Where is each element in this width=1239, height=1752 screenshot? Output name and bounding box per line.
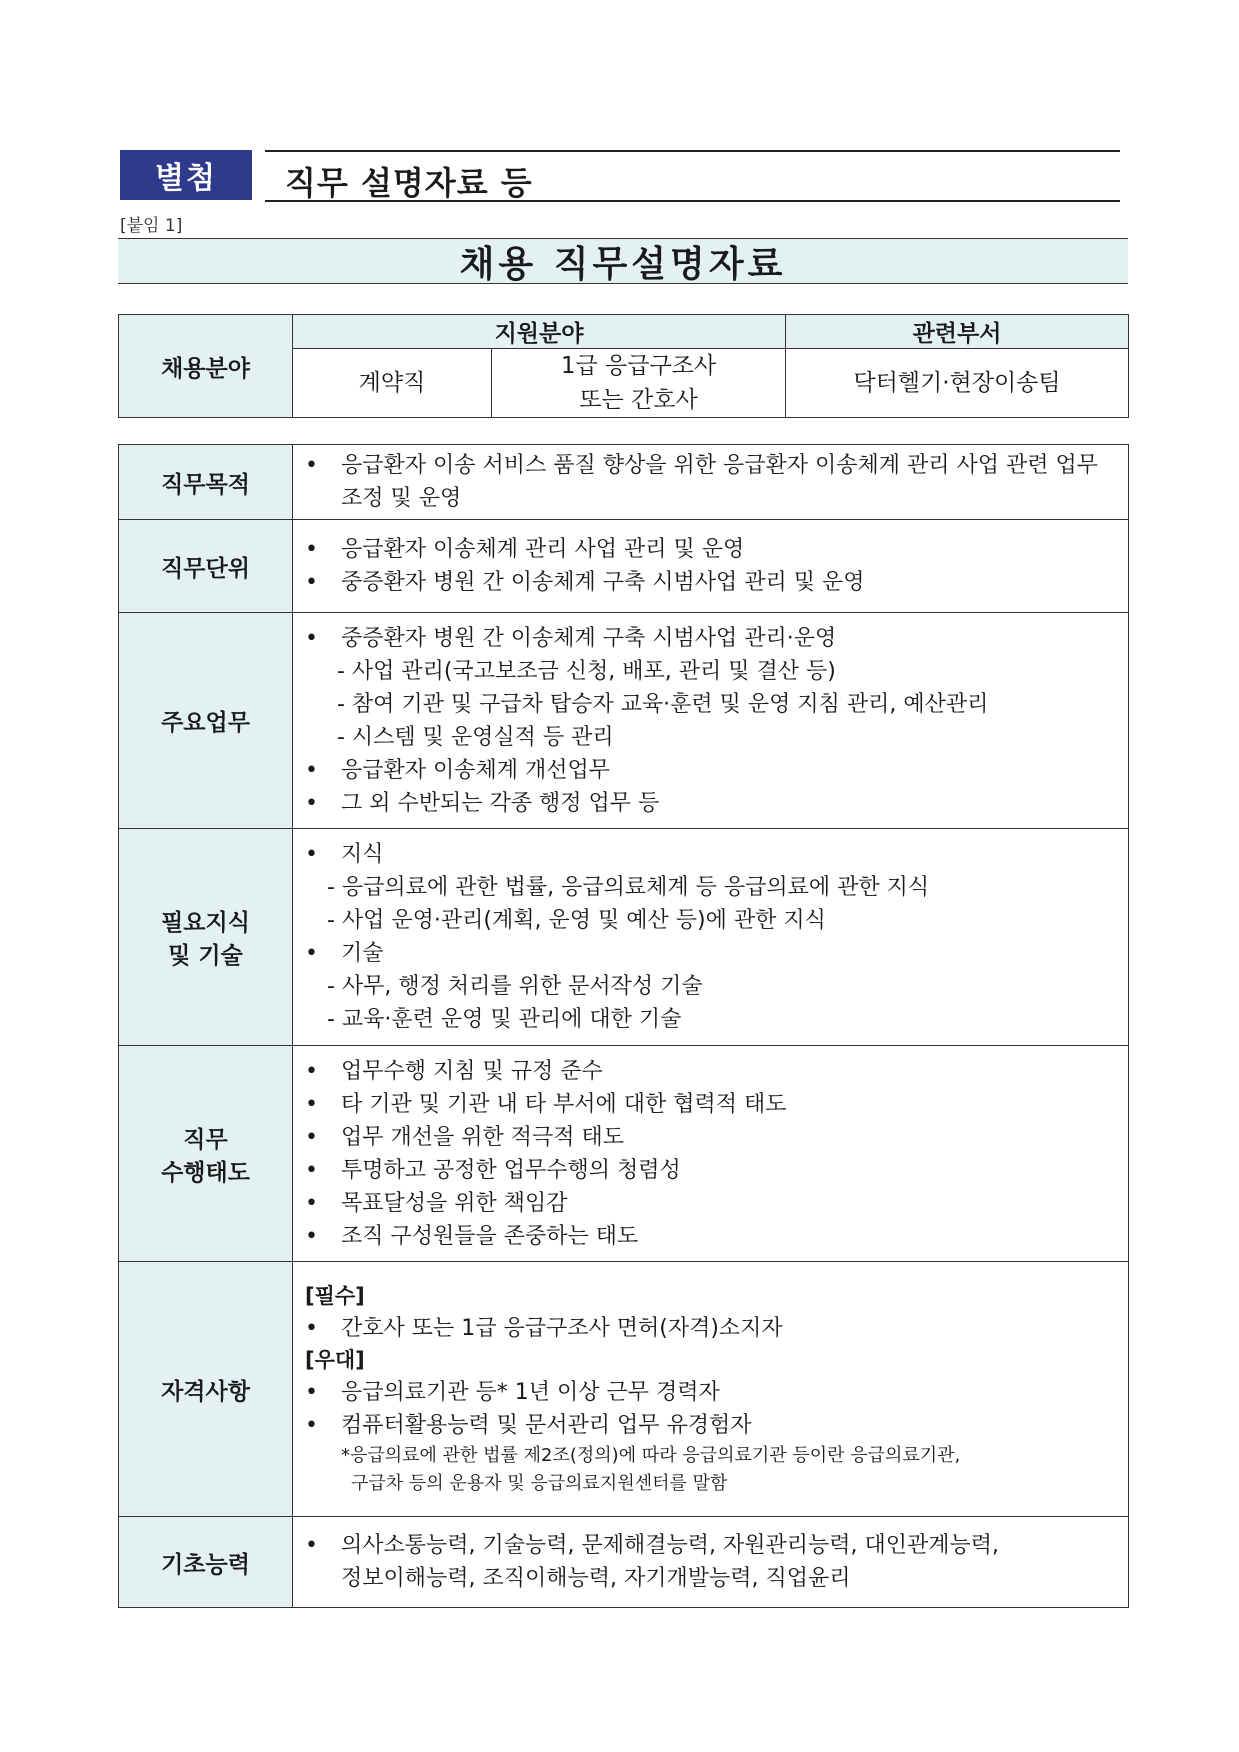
preferred-tag: [우대] (305, 1347, 365, 1372)
basic-ability-line2: 정보이해능력, 조직이해능력, 자기개발능력, 직업윤리 (341, 1566, 851, 1591)
attitude-label (119, 1046, 293, 1262)
unit-label: 직무단위 (119, 520, 293, 613)
duties-item: • 그 외 수반되는 각종 행정 업무 등 (305, 787, 1118, 820)
support-field-value (492, 349, 786, 418)
required-tag: [필수] (305, 1283, 365, 1308)
knowledge-subitem: - 교육·훈련 운영 및 관리에 대한 기술 (327, 1007, 682, 1032)
department-value: 닥터헬기·현장이송팀 (786, 349, 1129, 418)
duties-subitem: - 시스템 및 운영실적 등 관리 (337, 724, 614, 750)
knowledge-item: • 지식 (305, 838, 1118, 871)
attitude-item: • 업무 개선을 위한 적극적 태도 (305, 1121, 1118, 1154)
main-title-box (118, 238, 1128, 284)
attitude-item: • 타 기관 및 기관 내 타 부서에 대한 협력적 태도 (305, 1088, 1118, 1121)
purpose-content (293, 445, 1129, 520)
attitude-item: • 조직 구성원들을 존중하는 태도 (305, 1220, 1118, 1253)
knowledge-item: • 기술 (305, 937, 1118, 970)
unit-content (293, 520, 1129, 613)
recruit-table (118, 314, 1129, 418)
duties-subitem: - 참여 기관 및 구급차 탑승자 교육·훈련 및 운영 지침 관리, 예산관리 (337, 691, 989, 717)
qualification-label: 자격사항 (119, 1262, 293, 1517)
qualification-note-cont: 구급차 등의 운용자 및 응급의료지원센터를 말함 (351, 1472, 728, 1494)
attitude-content (293, 1046, 1129, 1262)
basic-ability-line1: • 의사소통능력, 기술능력, 문제해결능력, 자원관리능력, 대인관계능력, (341, 1533, 999, 1558)
recruit-field-label: 채용분야 (119, 315, 293, 418)
purpose-label: 직무목적 (119, 445, 293, 520)
knowledge-subitem: - 사무, 행정 처리를 위한 문서작성 기술 (327, 974, 703, 999)
document-header (120, 150, 1120, 202)
main-title: 채용 직무설명자료 (459, 243, 787, 285)
duties-item: • 응급환자 이송체계 개선업무 (305, 754, 1118, 787)
required-item: • 간호사 또는 1급 응급구조사 면허(자격)소지자 (305, 1312, 1118, 1345)
attitude-label-line1: 직무 (183, 1126, 228, 1153)
basic-ability-content (293, 1517, 1129, 1608)
duties-subitem: - 사업 관리(국고보조금 신청, 배포, 관리 및 결산 등) (337, 658, 836, 684)
attitude-item: • 목표달성을 위한 책임감 (305, 1187, 1118, 1220)
qualification-note: *응급의료에 관한 법률 제2조(정의)에 따라 응급의료기관 등이란 응급의료기관, (341, 1444, 961, 1466)
header-title: 직무 설명자료 등 (285, 164, 533, 202)
job-description-table (118, 444, 1129, 1608)
knowledge-subitem: - 응급의료에 관한 법률, 응급의료체계 등 응급의료에 관한 지식 (327, 875, 930, 900)
attitude-item: • 투명하고 공정한 업무수행의 청렴성 (305, 1154, 1118, 1187)
department-header: 관련부서 (786, 315, 1129, 349)
purpose-item: • 응급환자 이송 서비스 품질 향상을 위한 응급환자 이송체계 관리 사업 관련 업무 조정 및 운영 (305, 449, 1118, 515)
support-field-line1: 1급 응급구조사 (560, 353, 717, 379)
duties-label: 주요업무 (119, 613, 293, 829)
appendix-badge: 별첨 (120, 150, 252, 200)
unit-item: • 응급환자 이송체계 관리 사업 관리 및 운영 (305, 533, 1118, 566)
duties-item: • 중증환자 병원 간 이송체계 구축 시범사업 관리·운영 (305, 622, 1118, 655)
knowledge-label (119, 829, 293, 1046)
attitude-label-line2: 수행태도 (161, 1159, 250, 1186)
header-title-box (265, 150, 1120, 202)
unit-item: • 중증환자 병원 간 이송체계 구축 시범사업 관리 및 운영 (305, 566, 1118, 599)
preferred-item: • 컴퓨터활용능력 및 문서관리 업무 유경험자 (305, 1409, 1118, 1442)
knowledge-label-line2: 및 기술 (168, 943, 243, 969)
knowledge-subitem: - 사업 운영·관리(계획, 운영 및 예산 등)에 관한 지식 (327, 908, 826, 933)
support-field-header: 지원분야 (293, 315, 786, 349)
basic-ability-label: 기초능력 (119, 1517, 293, 1608)
contract-type: 계약직 (293, 349, 492, 418)
basic-ability-item (305, 1529, 1118, 1595)
attachment-label: [붙임 1] (120, 216, 183, 236)
qualification-content (293, 1262, 1129, 1517)
preferred-item: • 응급의료기관 등* 1년 이상 근무 경력자 (305, 1376, 1118, 1409)
duties-content (293, 613, 1129, 829)
knowledge-content (293, 829, 1129, 1046)
knowledge-label-line1: 필요지식 (161, 910, 250, 936)
attitude-item: • 업무수행 지침 및 규정 준수 (305, 1055, 1118, 1088)
support-field-line2: 또는 간호사 (579, 387, 698, 413)
